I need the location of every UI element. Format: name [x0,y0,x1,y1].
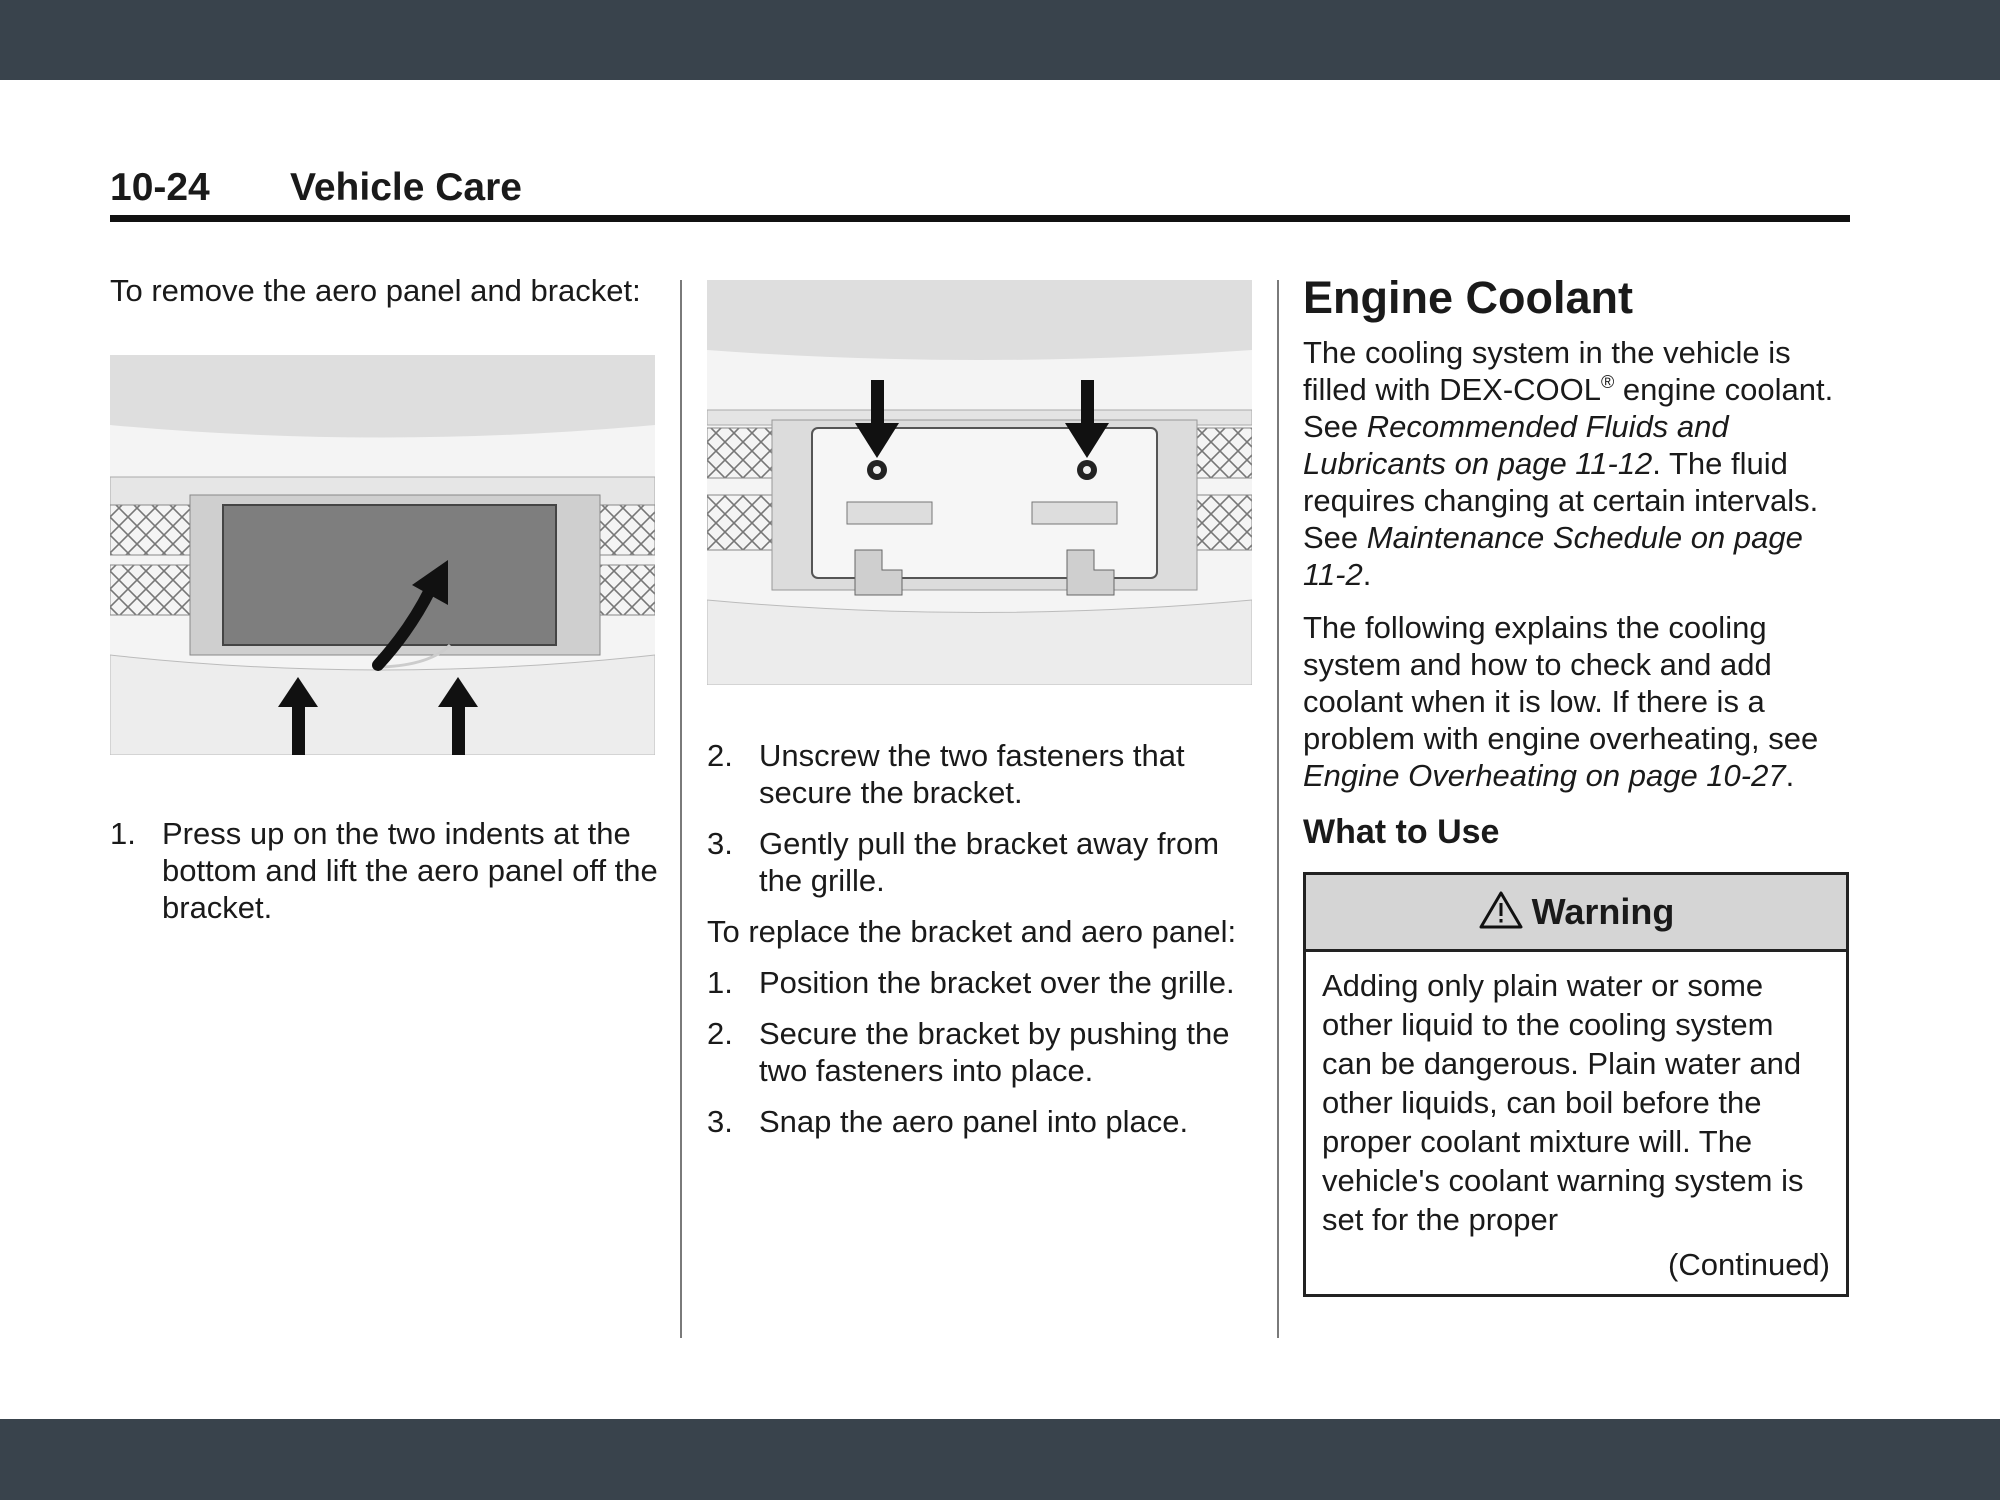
step-number: 1. [110,816,136,851]
column-divider-right [1277,280,1279,1338]
remove-steps [110,815,670,926]
step-text: Press up on the two indents at the bottom and lift the aero panel off the bracket. [162,816,658,925]
text-run: . [1785,758,1795,793]
header-rule [110,215,1850,222]
step-text: Unscrew the two fasteners that secure the bracket. [759,738,1185,810]
warning-title: Warning [1531,891,1675,932]
subheading: What to Use [1303,813,1500,851]
coolant-paragraph-1 [1303,334,1851,593]
registered-mark: ® [1601,372,1615,392]
bottom-bar [0,1419,2000,1500]
section-heading: Engine Coolant [1303,272,1633,323]
text-run: The following explains the cooling system and how to check and add coolant when it is low. If there is a problem with engine overheating, see [1303,610,1819,756]
column-divider-left [680,280,682,1338]
step-number: 1. [707,965,733,1000]
remove-steps-continued [707,737,1267,899]
column-2 [707,280,1267,1140]
cross-reference-link[interactable]: Maintenance Schedule on page 11-2 [1303,520,1803,592]
coolant-paragraph-2 [1303,609,1851,794]
step-text: Secure the bracket by pushing the two fasteners into place. [759,1016,1230,1088]
step-text: Snap the aero panel into place. [759,1104,1189,1139]
column-3 [1303,272,1851,1297]
step-number: 3. [707,826,733,861]
replace-intro: To replace the bracket and aero panel: [707,914,1237,949]
warning-header [1306,875,1846,952]
list-item [707,825,1267,899]
page-number: 10-24 [110,166,210,209]
text-run: The cooling system in the vehicle is filled with DEX-COOL [1303,335,1791,407]
page-header [110,166,1850,222]
warning-triangle-icon [1478,890,1524,935]
text-run: . The fluid requires changing at certain intervals. See [1303,446,1819,555]
aero-panel-illustration [110,355,655,755]
list-item [707,1103,1267,1140]
text-run: engine coolant. See [1303,372,1834,444]
step-number: 2. [707,1016,733,1051]
column-1 [110,272,670,926]
step-number: 3. [707,1104,733,1139]
step-text: Gently pull the bracket away from the grille. [759,826,1220,898]
warning-box [1303,872,1849,1297]
list-item [110,815,670,926]
bracket-illustration [707,280,1252,685]
section-title: Vehicle Care [290,166,522,209]
list-item [707,964,1267,1001]
list-item [707,1015,1267,1089]
warning-body [1306,952,1846,1294]
cross-reference-link[interactable]: Engine Overheating on page 10-27 [1303,758,1786,793]
warning-text: Adding only plain water or some other liquid to the cooling system can be dangerous. Plain water and other liquids, can boil before the proper coolant mixture will. The vehicle's coolant warning system is set for the proper [1322,968,1804,1237]
step-text: Position the bracket over the grille. [759,965,1235,1000]
remove-intro: To remove the aero panel and bracket: [110,273,641,308]
top-bar [0,0,2000,80]
replace-steps [707,964,1267,1140]
cross-reference-link[interactable]: Recommended Fluids and Lubricants on page 11-12 [1303,409,1729,481]
text-run: . [1362,557,1372,592]
step-number: 2. [707,738,733,773]
list-item [707,737,1267,811]
continued-label: (Continued) [1668,1247,1830,1282]
